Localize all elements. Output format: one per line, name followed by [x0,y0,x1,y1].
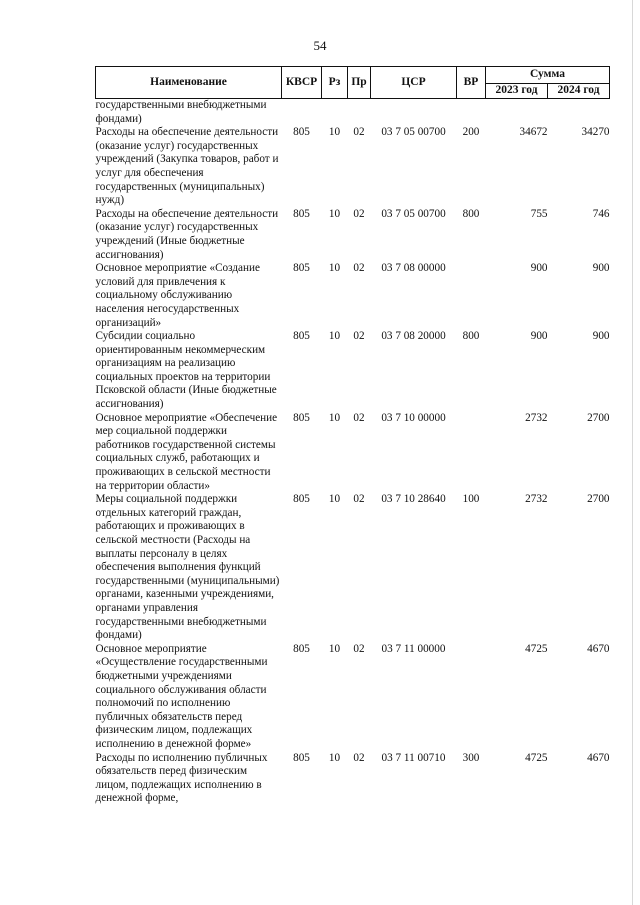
row-csr: 03 7 08 00000 [381,262,446,275]
row-sum-2024: 4670 [587,642,610,655]
table-row [96,412,610,494]
row-sum-2023: 900 [530,262,548,275]
header-rz: Рз [322,67,348,99]
row-name: Меры социальной поддержки отдельных категорий граждан, работающих и проживающих в сельской местности (Расходы на выплаты персоналу в целях обеспечения выполнения функций государственными (муниципальными) органами, казенными учреждениями, органами управления государственными внебюджетными фондами) [95,493,280,642]
row-vr: 200 [462,126,480,139]
row-sum-2023: 2732 [525,411,548,424]
row-sum-2024: 746 [592,207,610,220]
row-vr: 800 [462,330,480,343]
row-pr: 02 [353,642,365,655]
row-csr: 03 7 08 20000 [381,330,446,343]
row-csr: 03 7 10 28640 [381,493,446,506]
header-name: Наименование [96,67,282,99]
row-pr: 02 [353,262,365,275]
row-sum-2024 [548,99,610,127]
row-csr: 03 7 05 00700 [381,126,446,139]
row-rz: 10 [328,751,341,764]
row-pr: 02 [353,330,365,343]
row-name: Субсидии социально ориентированным некоммерческим организациям на реализацию социальных проектов на территории Псковской области (Иные бюджетные ассигнования) [95,330,277,411]
row-sum-2023: 900 [530,330,548,343]
row-kvsr: 805 [293,411,310,424]
row-rz: 10 [328,207,341,220]
row-csr: 03 7 10 00000 [381,411,446,424]
row-csr: 03 7 05 00700 [381,207,446,220]
row-rz: 10 [328,493,341,506]
row-name: Основное мероприятие «Создание условий для привлечения к социальному обслуживанию населения негосударственных организаций» [95,262,260,329]
row-sum-2024: 2700 [587,493,610,506]
row-vr: 300 [462,751,480,764]
row-csr [371,99,457,127]
row-sum-2024: 900 [592,330,610,343]
row-name: Расходы по исполнению публичных обязательств перед физическим лицом, подлежащих исполнению в денежной форме, [95,751,268,805]
header-year-2024: 2024 год [548,84,610,99]
row-sum-2023 [486,99,548,127]
header-kvsr: КВСР [282,67,322,99]
row-kvsr: 805 [293,207,310,220]
header-sum: Сумма [486,67,610,84]
table-row [96,330,610,412]
row-name: Расходы на обеспечение деятельности (оказание услуг) государственных учреждений (Иные бюджетные ассигнования) [95,207,279,261]
row-rz: 10 [328,262,341,275]
row-name: государственными внебюджетными фондами) [95,99,267,125]
row-csr: 03 7 11 00710 [381,751,446,764]
table-row [96,752,610,806]
header-csr: ЦСР [371,67,457,99]
table-row [96,208,610,262]
row-vr [457,262,486,330]
row-rz [322,99,348,127]
row-kvsr: 805 [293,126,310,139]
row-pr [348,99,371,127]
row-name: Расходы на обеспечение деятельности (оказание услуг) государственных учреждений (Закупка товаров, работ и услуг для обеспечения государственных (муниципальных) нужд) [95,126,279,207]
table-row [96,99,610,127]
row-kvsr: 805 [293,262,310,275]
row-sum-2023: 4725 [525,751,548,764]
row-sum-2024: 34270 [581,126,610,139]
table-body [96,99,610,806]
row-kvsr: 805 [293,330,310,343]
row-vr [457,643,486,752]
row-vr [457,99,486,127]
row-pr: 02 [353,751,365,764]
row-vr: 800 [462,207,480,220]
table-row [96,126,610,208]
row-rz: 10 [328,642,341,655]
row-kvsr: 805 [293,493,310,506]
page-edge-line [632,0,633,905]
row-rz: 10 [328,126,341,139]
row-pr: 02 [353,411,365,424]
row-sum-2024: 900 [592,262,610,275]
row-pr: 02 [353,207,365,220]
row-name: Основное мероприятие «Осуществление государственными бюджетными учреждениями социального обслуживания области полномочий по исполнению публичных обязательств перед физическим лицом, подлежащих исполнению в денежной форме» [95,642,268,750]
row-vr [457,412,486,494]
row-sum-2023: 4725 [525,642,548,655]
row-kvsr: 805 [293,642,310,655]
row-sum-2024: 4670 [587,751,610,764]
row-rz: 10 [328,411,341,424]
row-kvsr: 805 [293,751,310,764]
row-kvsr [282,99,322,127]
row-pr: 02 [353,126,365,139]
budget-table [95,66,610,806]
row-name: Основное мероприятие «Обеспечение мер социальной поддержки работников государственной системы социальных служб, работающих и проживающих в сельской местности на территории области» [95,411,278,492]
table-row [96,262,610,330]
header-pr: Пр [348,67,371,99]
row-sum-2024: 2700 [587,411,610,424]
row-sum-2023: 755 [530,207,548,220]
row-sum-2023: 2732 [525,493,548,506]
row-rz: 10 [328,330,341,343]
table-row [96,493,610,643]
table-row [96,643,610,752]
row-pr: 02 [353,493,365,506]
header-vr: ВР [457,67,486,99]
row-sum-2023: 34672 [519,126,548,139]
row-vr: 100 [462,493,480,506]
header-year-2023: 2023 год [486,84,548,99]
row-csr: 03 7 11 00000 [381,642,446,655]
page-number: 54 [313,38,327,53]
